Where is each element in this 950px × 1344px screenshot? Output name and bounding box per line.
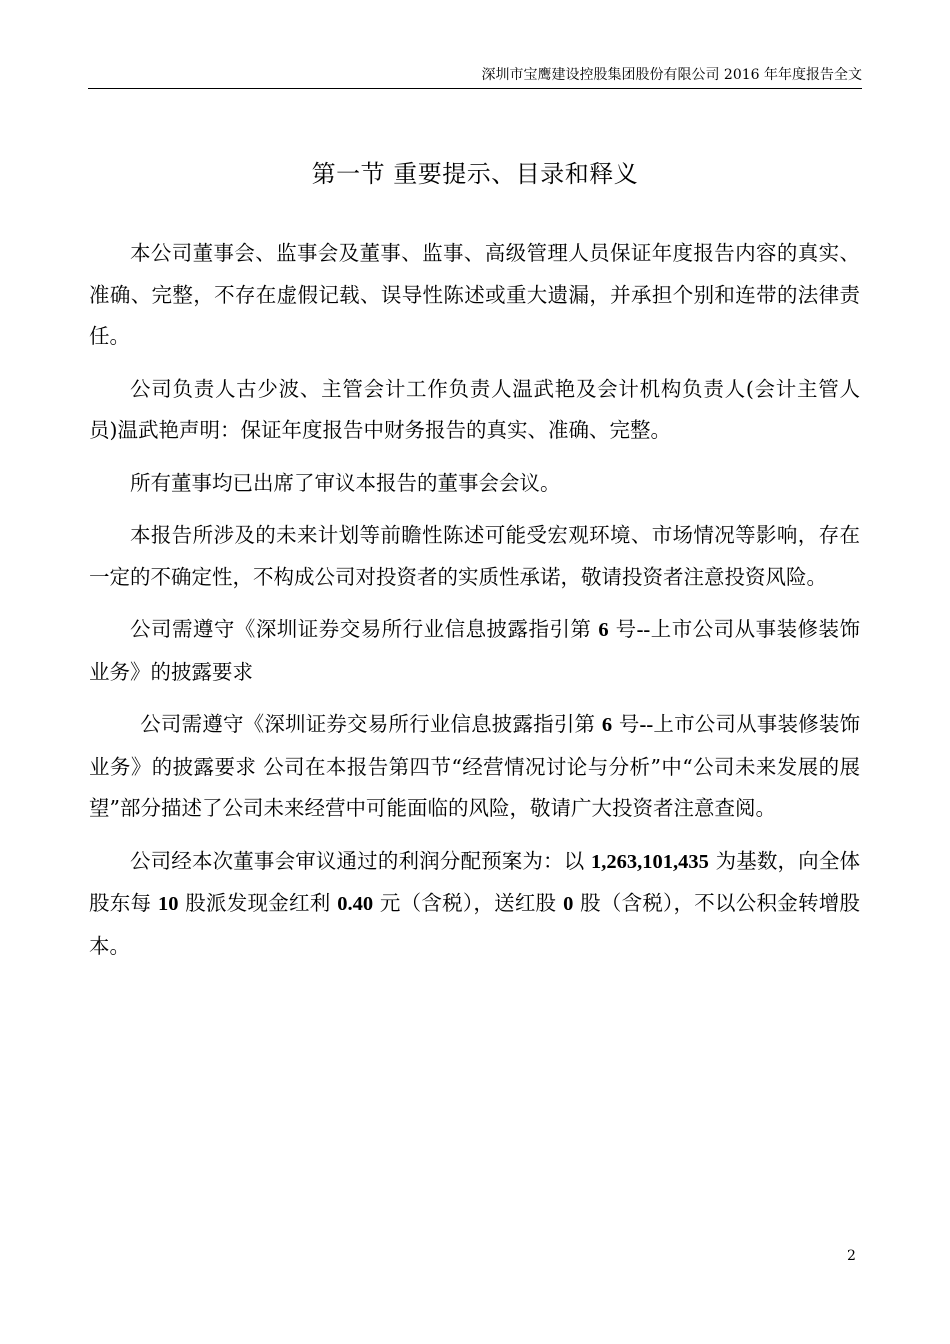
- paragraph-forward-looking: 本报告所涉及的未来计划等前瞻性陈述可能受宏观环境、市场情况等影响，存在一定的不确定性，不构成公司对投资者的实质性承诺，敬请投资者注意投资风险。: [89, 523, 860, 589]
- text-run: 为基数，向全体股东每: [89, 848, 860, 915]
- paragraph-risk-reference: [89, 704, 860, 830]
- paragraph-directors-attendance: 所有董事均已出席了审议本报告的董事会会议。: [130, 470, 561, 495]
- text-run: 元（含税），送红股: [373, 891, 564, 915]
- text-run: 公司经本次董事会审议通过的利润分配预案为：以: [130, 848, 592, 873]
- paragraph-responsible-persons: 公司负责人古少波、主管会计工作负责人温武艳及会计机构负责人(会计主管人员)温武艳声明：保证年度报告中财务报告的真实、准确、完整。: [89, 376, 860, 442]
- cash-dividend-number: 0.40: [337, 893, 374, 915]
- text-run: 公司需遵守《深圳证券交易所行业信息披露指引第: [130, 617, 599, 641]
- text-run: 号: [612, 712, 640, 736]
- guideline-number: 6: [601, 714, 613, 736]
- text-run: 公司需遵守《深圳证券交易所行业信息披露指引第: [140, 712, 602, 736]
- text-run: 号: [608, 617, 637, 641]
- bonus-share-number: 0: [563, 893, 574, 915]
- text-run: 上市公司从事装修装饰业务》的披露要求 公司在本报告第四节“经营情况讨论与分析”中“公司未来发展的展望”部分描述了公司未来经营中可能面临的风险，敬请广大投资者注意查阅。: [89, 712, 861, 820]
- dash: --: [639, 714, 654, 736]
- text-run: 股派发现金红利: [178, 891, 338, 915]
- document-body: [89, 233, 860, 978]
- text-run: 上市公司从事装修装饰业务》的披露要求: [89, 617, 860, 684]
- guideline-number: 6: [598, 619, 609, 641]
- header-text: 深圳市宝鹰建设控股集团股份有限公司 2016 年年度报告全文: [481, 67, 862, 83]
- text-run: 股（含税），不以公积金转增股本。: [89, 891, 860, 958]
- paragraph-profit-distribution: [89, 841, 860, 968]
- share-base-number: 1,263,101,435: [591, 850, 709, 873]
- page-number: 2: [847, 1248, 856, 1264]
- paragraph-disclosure-requirement: [89, 609, 860, 693]
- dash: --: [636, 619, 651, 641]
- per-shares-number: 10: [158, 893, 179, 915]
- paragraph-board-guarantee: 本公司董事会、监事会及董事、监事、高级管理人员保证年度报告内容的真实、准确、完整，不存在虚假记载、误导性陈述或重大遗漏，并承担个别和连带的法律责任。: [89, 241, 860, 348]
- page-header: [88, 62, 862, 89]
- section-title: 第一节 重要提示、目录和释义: [311, 160, 639, 188]
